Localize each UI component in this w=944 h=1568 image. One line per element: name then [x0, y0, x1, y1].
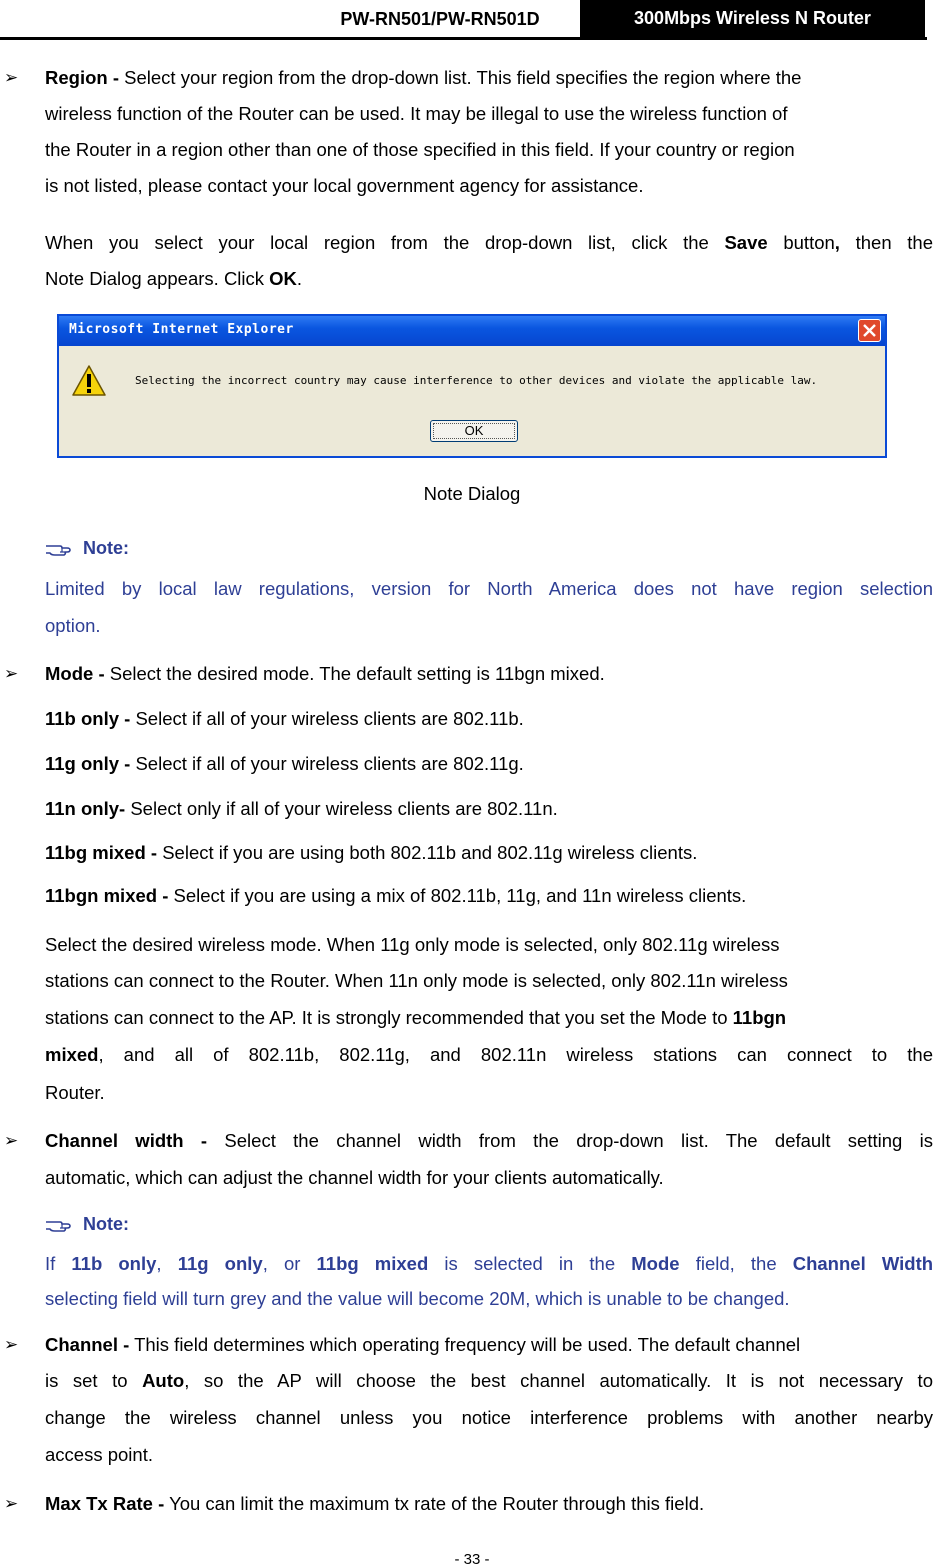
note-heading: Note:	[45, 538, 129, 559]
mode-para-line-5: Router.	[45, 1082, 105, 1103]
ok-button[interactable]: OK	[430, 420, 518, 442]
dialog-titlebar	[59, 316, 885, 346]
warning-icon	[71, 364, 107, 398]
channel-line-2: is set to Auto, so the AP will choose the best channel automatically. It is not necessary to	[45, 1370, 933, 1391]
dialog-message: Selecting the incorrect country may cause interference to other devices and violate the applicable law.	[135, 374, 818, 387]
note2-line-1: If 11b only, 11g only, or 11bg mixed is selected in the Mode field, the Channel Width	[45, 1253, 934, 1274]
mode-line: Mode - Select the desired mode. The default setting is 11bgn mixed.	[45, 663, 605, 684]
mode-option: 11b only - Select if all of your wireless clients are 802.11b.	[45, 708, 524, 729]
bullet-icon: ➢	[4, 664, 19, 683]
note2-line-2: selecting field will turn grey and the value will become 20M, which is unable to be changed.	[45, 1288, 790, 1309]
channel-width-line-1: Channel width - Select the channel width from the drop-down list. The default setting is	[45, 1130, 933, 1151]
channel-width-line-2: automatic, which can adjust the channel width for your clients automatically.	[45, 1167, 664, 1188]
channel-line-3: change the wireless channel unless you notice interference problems with another nearby	[45, 1407, 933, 1428]
pointing-hand-icon	[45, 1217, 71, 1233]
mode-para-line-4: mixed, and all of 802.11b, 802.11g, and 802.11n wireless stations can connect to the	[45, 1044, 933, 1065]
mode-option: 11g only - Select if all of your wireless clients are 802.11g.	[45, 753, 524, 774]
bullet-icon: ➢	[4, 1494, 19, 1513]
close-icon[interactable]	[858, 319, 881, 342]
header-product: 300Mbps Wireless N Router	[580, 0, 925, 37]
pointing-hand-icon	[45, 541, 71, 557]
note-heading: Note:	[45, 1214, 129, 1235]
note-dialog	[57, 314, 887, 458]
region-line-1: Region - Select your region from the drop-down list. This field specifies the region where the	[45, 67, 802, 88]
channel-line-4: access point.	[45, 1444, 153, 1465]
page-number: - 33 -	[454, 1551, 490, 1568]
note1-line-1: Limited by local law regulations, version for North America does not have region selection	[45, 578, 933, 599]
mode-option: 11bg mixed - Select if you are using both 802.11b and 802.11g wireless clients.	[45, 842, 698, 863]
region-line-3: the Router in a region other than one of those specified in this field. If your country or region	[45, 139, 795, 160]
max-tx-line: Max Tx Rate - You can limit the maximum tx rate of the Router through this field.	[45, 1493, 705, 1514]
mode-para-line-2: stations can connect to the Router. When 11n only mode is selected, only 802.11n wireless	[45, 970, 788, 991]
mode-para-line-1: Select the desired wireless mode. When 11g only mode is selected, only 802.11g wireless	[45, 934, 780, 955]
bullet-icon: ➢	[4, 68, 19, 87]
mode-para-line-3: stations can connect to the AP. It is strongly recommended that you set the Mode to 11bgn	[45, 1007, 787, 1028]
region-para2-line-2: Note Dialog appears. Click OK.	[45, 268, 303, 289]
channel-line-1: Channel - This field determines which operating frequency will be used. The default channel	[45, 1334, 801, 1355]
mode-option: 11bgn mixed - Select if you are using a mix of 802.11b, 11g, and 11n wireless clients.	[45, 885, 747, 906]
dialog-title: Microsoft Internet Explorer	[69, 322, 294, 337]
note1-line-2: option.	[45, 615, 101, 636]
figure-caption: Note Dialog	[423, 483, 521, 504]
bullet-icon: ➢	[4, 1131, 19, 1150]
mode-option: 11n only- Select only if all of your wireless clients are 802.11n.	[45, 798, 558, 819]
region-line-2: wireless function of the Router can be used. It may be illegal to use the wireless function of	[45, 103, 788, 124]
header-model: PW-RN501/PW-RN501D	[340, 9, 540, 29]
region-line-4: is not listed, please contact your local government agency for assistance.	[45, 175, 644, 196]
header-rule	[0, 37, 927, 40]
region-para2-line-1: When you select your local region from the drop-down list, click the Save button, then the	[45, 232, 933, 253]
bullet-icon: ➢	[4, 1335, 19, 1354]
